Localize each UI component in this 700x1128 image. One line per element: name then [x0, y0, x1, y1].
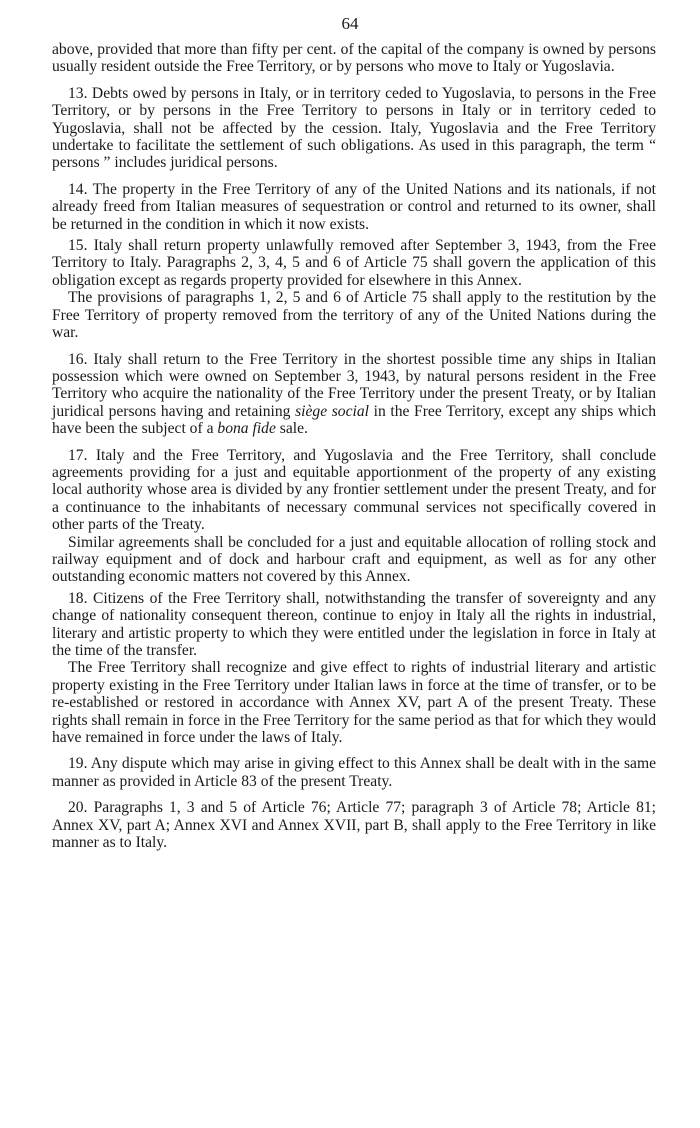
paragraph-17: 17. Italy and the Free Territory, and Yugoslavia and the Free Territory, shall conclude agreements providing for a just and equitable apportionment of the property of any existing local authority whose area is divided by any frontier settlement under the present Treaty, and for a continuance to the inhabitants of necessary communal services not specifically covered in other parts of the Treaty.	[52, 446, 656, 534]
paragraph-18: 18. Citizens of the Free Territory shall, notwithstanding the transfer of sovereignty and any change of nationality consequent thereon, continue to enjoy in Italy all the rights in industrial, literary and artistic property to which they were entitled under the legislation in force in Italy at the time of the transfer.	[52, 589, 656, 659]
paragraph-16-text-middle: in the Free Territory, except any ships which have been the subject of a	[52, 402, 657, 438]
paragraph-16-text-start: 16. Italy shall return to the Free Territory in the shortest possible time any ships in Italian possession which were owned on September 3, 1943, by natural persons resident in the Free Territory who acquire the nationality of the Free Territory under the present Treaty, or by Italian juridical persons having and retaining	[52, 350, 656, 420]
paragraph-15: 15. Italy shall return property unlawfully removed after September 3, 1943, from the Free Territory to Italy. Paragraphs 2, 3, 4, 5 and 6 of Article 75 shall govern the application of this obligation except as regards property provided for elsewhere in this Annex.	[52, 237, 656, 289]
paragraph-16	[52, 351, 656, 438]
paragraph-16-italic-siege-social: siège social	[295, 402, 369, 420]
paragraph-16-text-end: sale.	[275, 420, 308, 438]
paragraph-16-italic-bona-fide: bona fide	[217, 420, 276, 438]
paragraph-13: 13. Debts owed by persons in Italy, or in territory ceded to Yugoslavia, to persons in the Free Territory, or by persons in the Free Territory to persons in Italy or in territory ceded to Yugoslavia, shall not be affected by the cession. Italy, Yugoslavia and the Free Territory undertake to facilitate the settlement of such obligations. As used in this paragraph, the term “ persons ” includes juridical persons.	[52, 84, 656, 172]
page-number: 64	[341, 14, 359, 33]
document-body	[52, 41, 656, 851]
paragraph-19: 19. Any dispute which may arise in giving effect to this Annex shall be dealt with in the same manner as provided in Article 83 of the present Treaty.	[52, 755, 656, 790]
paragraph-continuation: above, provided that more than fifty per cent. of the capital of the company is owned by persons usually resident outside the Free Territory, or by persons who move to Italy or Yugoslavia.	[52, 41, 656, 76]
paragraph-20: 20. Paragraphs 1, 3 and 5 of Article 76; Article 77; paragraph 3 of Article 78; Article 81; Annex XV, part A; Annex XVI and Annex XVII, part B, shall apply to the Free Territory in like manner as to Italy.	[52, 799, 656, 852]
paragraph-18-second: The Free Territory shall recognize and give effect to rights of industrial literary and artistic property existing in the Free Territory under Italian laws in force at the time of transfer, or to be re-established or restored in accordance with Annex XV, part A of the present Treaty. These rights shall remain in force in the Free Territory for the same period as that for which they would have remained in force under the laws of Italy.	[52, 659, 656, 747]
paragraph-17-second: Similar agreements shall be concluded for a just and equitable allocation of rolling stock and railway equipment and of dock and harbour craft and equipment, as well as for any other outstanding economic matters not covered by this Annex.	[52, 533, 656, 586]
paragraph-14: 14. The property in the Free Territory of any of the United Nations and its nationals, if not already freed from Italian measures of sequestration or control and returned to its owner, shall be returned in the condition in which it now exists.	[52, 180, 656, 233]
paragraph-15-second: The provisions of paragraphs 1, 2, 5 and 6 of Article 75 shall apply to the restitution by the Free Territory of property removed from the territory of any of the United Nations during the war.	[52, 289, 656, 342]
